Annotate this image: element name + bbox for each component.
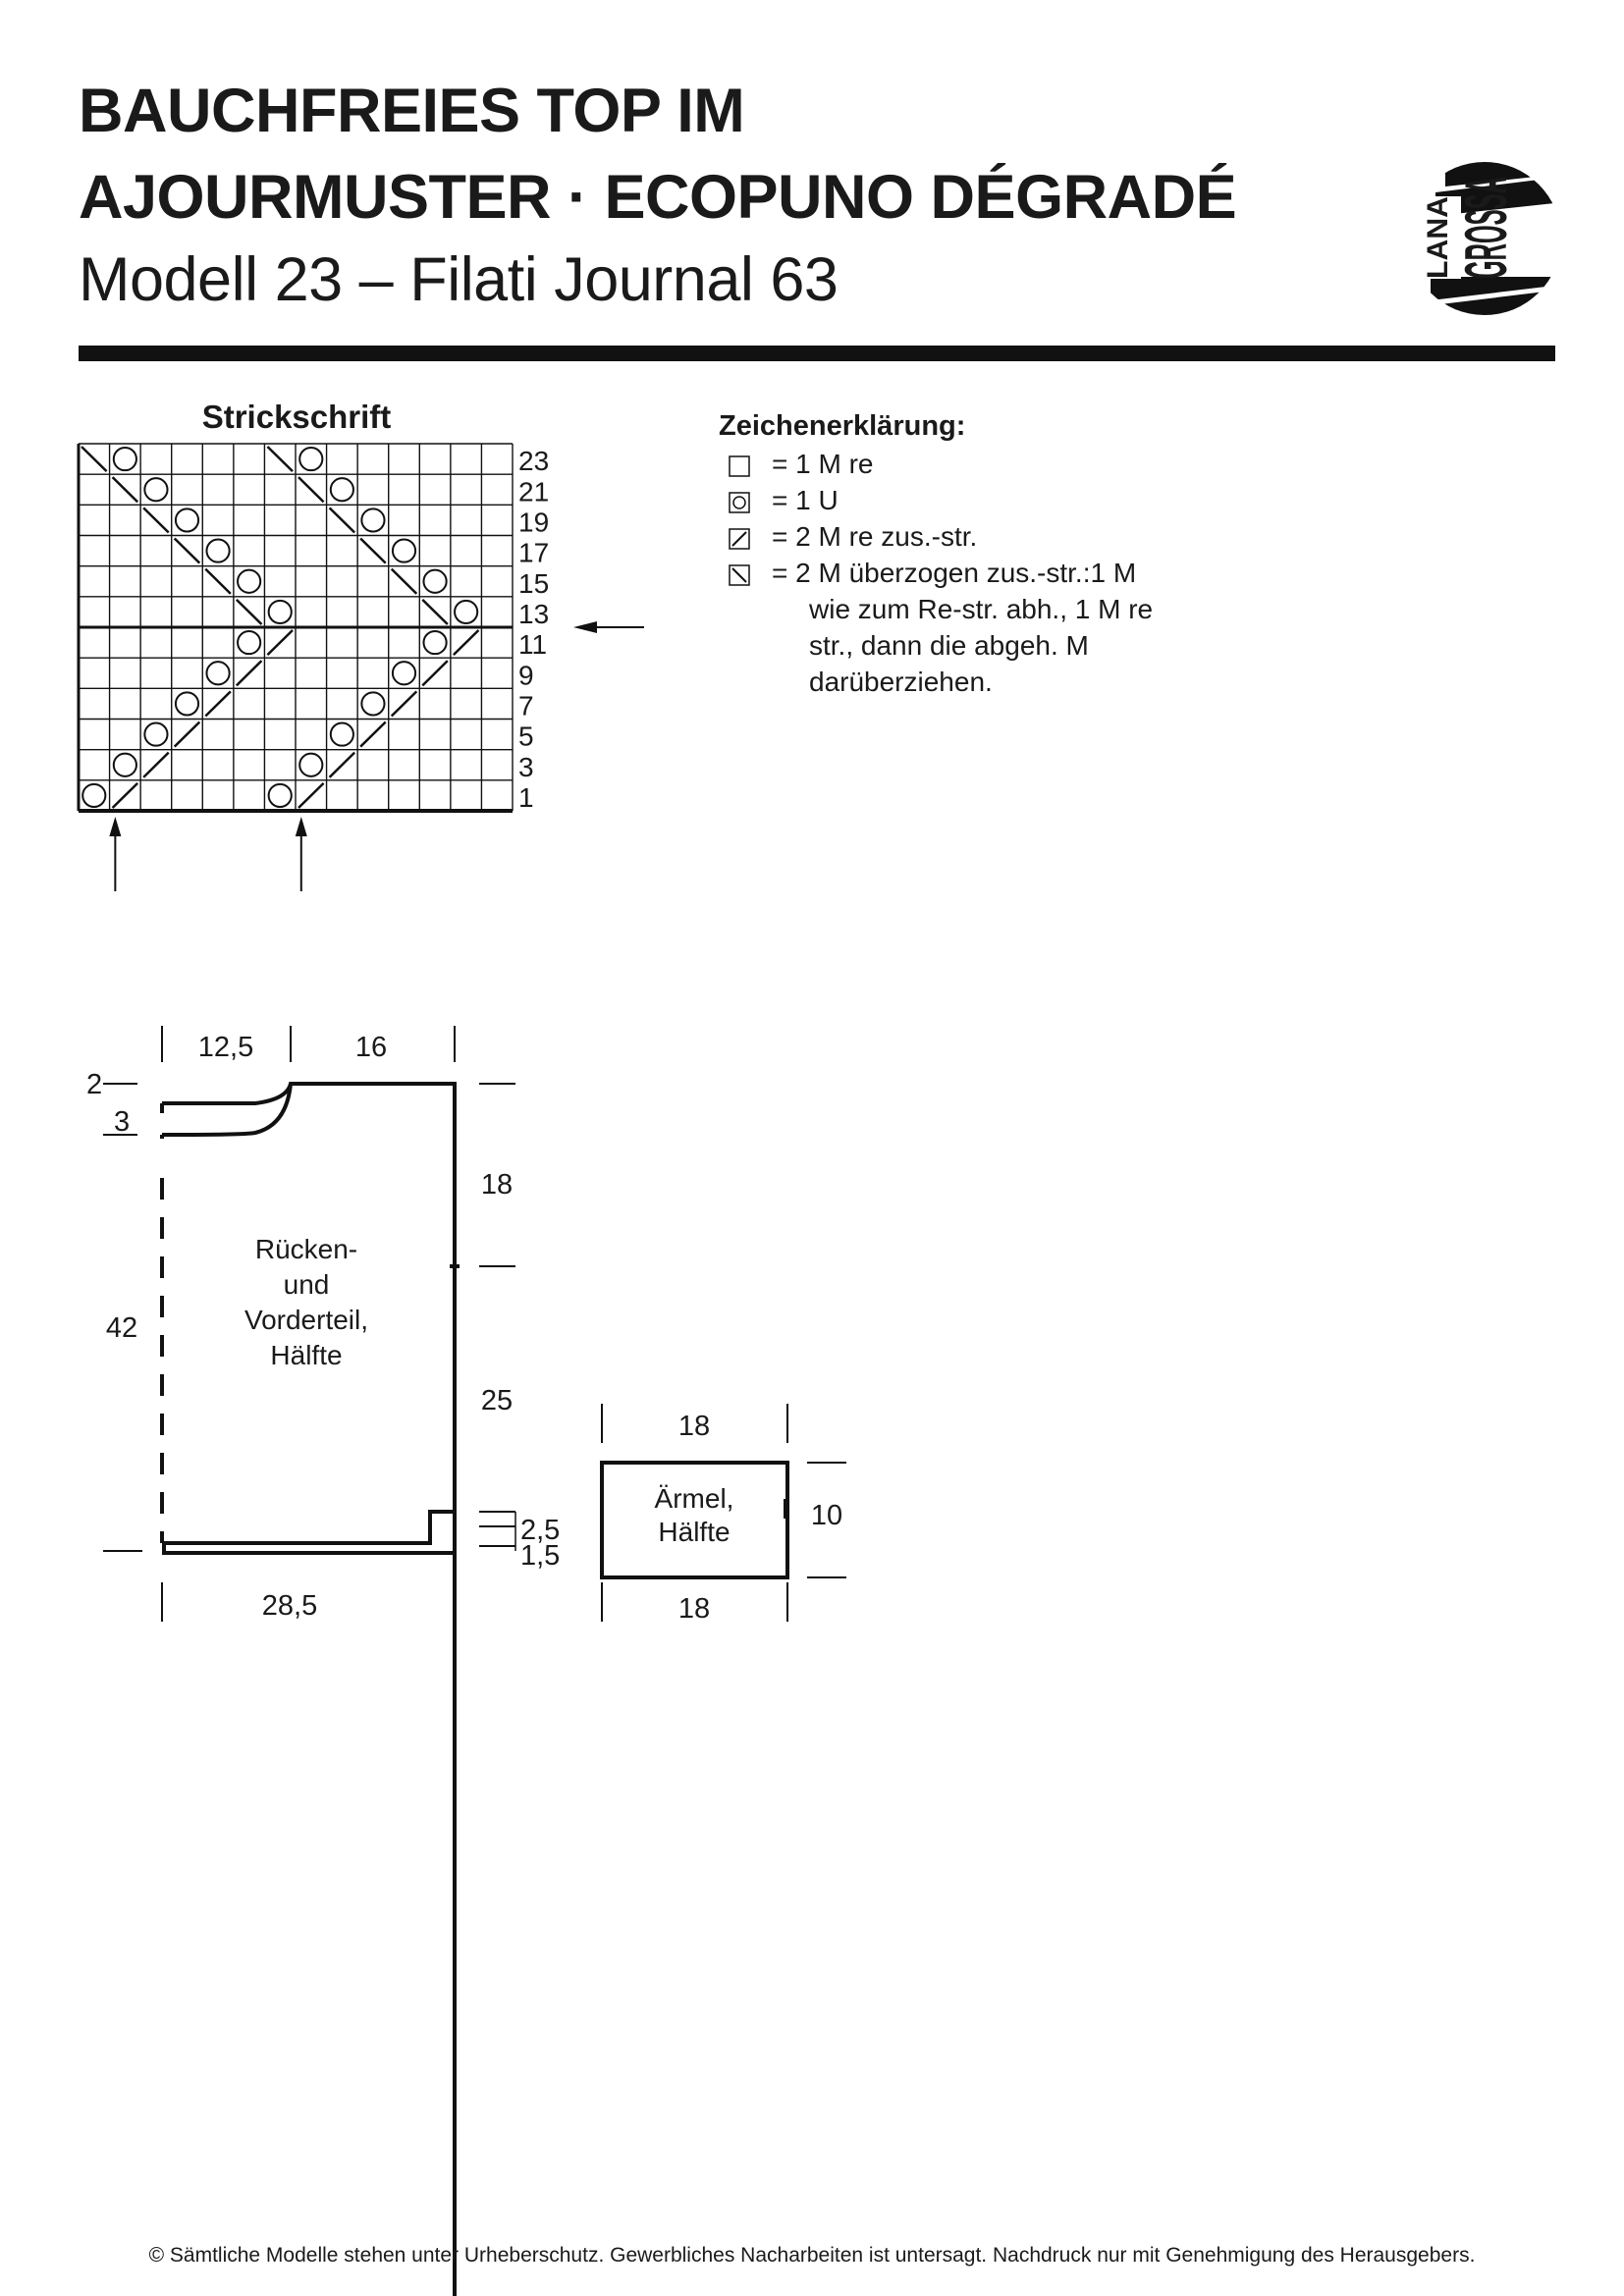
chart-row-label: 21 xyxy=(518,476,550,507)
chart-symbol-right-decrease xyxy=(267,630,293,655)
dim-right-lower: 25 xyxy=(480,1385,514,1416)
legend-symbol-yo-icon xyxy=(729,492,750,513)
legend-continuation-line: darüberziehen. xyxy=(809,667,993,697)
chart-symbol-right-decrease xyxy=(360,722,386,747)
body-label-line-2: und xyxy=(283,1269,330,1300)
chart-symbol-yarn-over xyxy=(299,754,322,776)
chart-symbol-right-decrease xyxy=(143,753,169,777)
body-label-line-1: Rücken- xyxy=(254,1234,358,1264)
chart-symbol-right-decrease xyxy=(392,691,417,716)
legend-item xyxy=(729,482,1153,518)
chart-row-label: 19 xyxy=(518,507,550,538)
chart-symbol-yarn-over xyxy=(393,662,415,684)
sleeve-dim-height: 10 xyxy=(810,1500,843,1531)
title-line-1: BAUCHFREIES TOP IM xyxy=(79,77,745,145)
chart-symbol-yarn-over xyxy=(299,448,322,470)
legend-continuation-line: wie zum Re-str. abh., 1 M re xyxy=(809,594,1154,624)
chart-symbol-right-decrease xyxy=(330,753,355,777)
chart-symbol-right-decrease xyxy=(205,691,231,716)
chart-arrow-col-head xyxy=(109,817,121,836)
chart-symbol-yarn-over xyxy=(176,692,198,715)
copyright-footer: © Sämtliche Modelle stehen unter Urheberschutz. Gewerbliches Nacharbeiten ist untersagt. Nachdruck nur mit Genehmigung des Herausgebers. xyxy=(148,2244,1476,2267)
chart-symbol-yarn-over xyxy=(144,723,167,746)
chart-symbol-left-decrease xyxy=(392,569,417,594)
body-label-line-4: Hälfte xyxy=(270,1340,343,1370)
chart-row-label: 11 xyxy=(518,629,548,661)
chart-symbol-yarn-over xyxy=(176,508,198,531)
chart-symbol-yarn-over xyxy=(82,784,105,807)
chart-symbol-yarn-over xyxy=(331,478,353,501)
chart-symbol-left-decrease xyxy=(81,447,107,471)
chart-row-label: 1 xyxy=(518,782,534,813)
chart-symbol-right-decrease xyxy=(237,661,262,685)
chart-symbol-yarn-over xyxy=(331,723,353,746)
chart-symbol-yarn-over xyxy=(238,570,260,593)
chart-symbol-right-decrease xyxy=(454,630,479,655)
legend-item-text: = 2 M überzogen zus.-str.:1 M xyxy=(772,558,1137,588)
chart-arrow-col-head xyxy=(296,817,307,836)
chart-symbol-yarn-over xyxy=(269,784,292,807)
sleeve-dim-top: 18 xyxy=(677,1411,711,1442)
sleeve-label-line-1: Ärmel, xyxy=(654,1483,734,1514)
dim-neck-2: 2 xyxy=(86,1069,103,1100)
legend-item-text: = 1 M re xyxy=(772,449,874,479)
chart-symbol-right-decrease xyxy=(298,783,324,808)
chart-symbol-yarn-over xyxy=(269,601,292,623)
chart-symbol-yarn-over xyxy=(144,478,167,501)
legend-symbol-right-icon xyxy=(729,528,750,550)
chart-symbol-left-decrease xyxy=(422,600,448,624)
knitting-chart xyxy=(59,432,687,893)
dim-top-right: 16 xyxy=(354,1032,388,1063)
chart-symbol-left-decrease xyxy=(175,539,200,563)
chart-symbol-yarn-over xyxy=(455,601,477,623)
logo-word-grossa: GROSSA xyxy=(1453,23,1519,279)
chart-symbol-yarn-over xyxy=(206,540,229,562)
chart-symbol-right-decrease xyxy=(113,783,138,808)
dim-right-upper: 18 xyxy=(480,1169,514,1201)
legend-item xyxy=(729,518,1153,555)
sleeve-dim-bottom: 18 xyxy=(677,1593,711,1625)
chart-symbol-left-decrease xyxy=(330,507,355,532)
chart-symbol-left-decrease xyxy=(237,600,262,624)
chart-symbol-left-decrease xyxy=(205,569,231,594)
chart-symbol-right-decrease xyxy=(175,722,200,747)
legend-list xyxy=(729,446,1153,700)
legend-item xyxy=(729,446,1153,482)
legend-item-text: = 1 U xyxy=(772,485,839,515)
chart-symbol-left-decrease xyxy=(360,539,386,563)
dim-rib-1-5: 1,5 xyxy=(520,1540,561,1572)
chart-row-label: 13 xyxy=(518,599,550,629)
chart-row-label: 15 xyxy=(518,567,550,599)
chart-symbol-yarn-over xyxy=(114,754,136,776)
chart-symbol-yarn-over xyxy=(206,662,229,684)
chart-symbol-yarn-over xyxy=(423,631,446,654)
legend-item-text: = 2 M re zus.-str. xyxy=(772,521,978,552)
dim-left-height: 42 xyxy=(105,1312,138,1344)
lana-grossa-logo xyxy=(1406,23,1563,320)
chart-arrow-row-head xyxy=(573,621,597,633)
chart-row-label: 23 xyxy=(518,446,550,477)
chart-symbol-yarn-over xyxy=(238,631,260,654)
sleeve-schematic xyxy=(579,1394,874,1649)
chart-row-label: 9 xyxy=(518,660,534,691)
chart-title: Strickschrift xyxy=(201,399,392,435)
dim-top-left: 12,5 xyxy=(197,1032,254,1063)
dim-rib-2-5: 2,5 xyxy=(520,1515,561,1546)
chart-symbol-left-decrease xyxy=(267,447,293,471)
chart-row-label: 5 xyxy=(518,721,534,752)
chart-row-label: 17 xyxy=(518,537,550,568)
chart-symbol-left-decrease xyxy=(113,477,138,502)
header-rule xyxy=(79,346,1555,361)
chart-symbol-yarn-over xyxy=(423,570,446,593)
chart-symbol-left-decrease xyxy=(298,477,324,502)
legend-item xyxy=(729,555,1153,591)
chart-row-label: 7 xyxy=(518,690,534,721)
legend-symbol-empty-icon xyxy=(729,455,750,477)
dim-bottom: 28,5 xyxy=(261,1590,318,1622)
chart-symbol-yarn-over xyxy=(361,508,384,531)
subtitle: Modell 23 – Filati Journal 63 xyxy=(79,245,839,314)
logo-word-lana: LANA xyxy=(1422,196,1454,279)
title-line-2: AJOURMUSTER · ECOPUNO DÉGRADÉ xyxy=(79,163,1237,232)
legend-continuation-line: str., dann die abgeh. M xyxy=(809,630,1089,661)
chart-symbol-yarn-over xyxy=(114,448,136,470)
sleeve-label-line-2: Hälfte xyxy=(658,1517,731,1547)
chart-symbol-yarn-over xyxy=(361,692,384,715)
body-label-line-3: Vorderteil, xyxy=(244,1305,369,1335)
chart-symbol-left-decrease xyxy=(143,507,169,532)
chart-row-label: 3 xyxy=(518,751,534,782)
legend-heading: Zeichenerklärung: xyxy=(719,410,966,442)
legend-symbol-left-icon xyxy=(729,564,750,586)
chart-symbol-right-decrease xyxy=(422,661,448,685)
chart-symbol-yarn-over xyxy=(393,540,415,562)
dim-neck-3: 3 xyxy=(114,1106,131,1138)
